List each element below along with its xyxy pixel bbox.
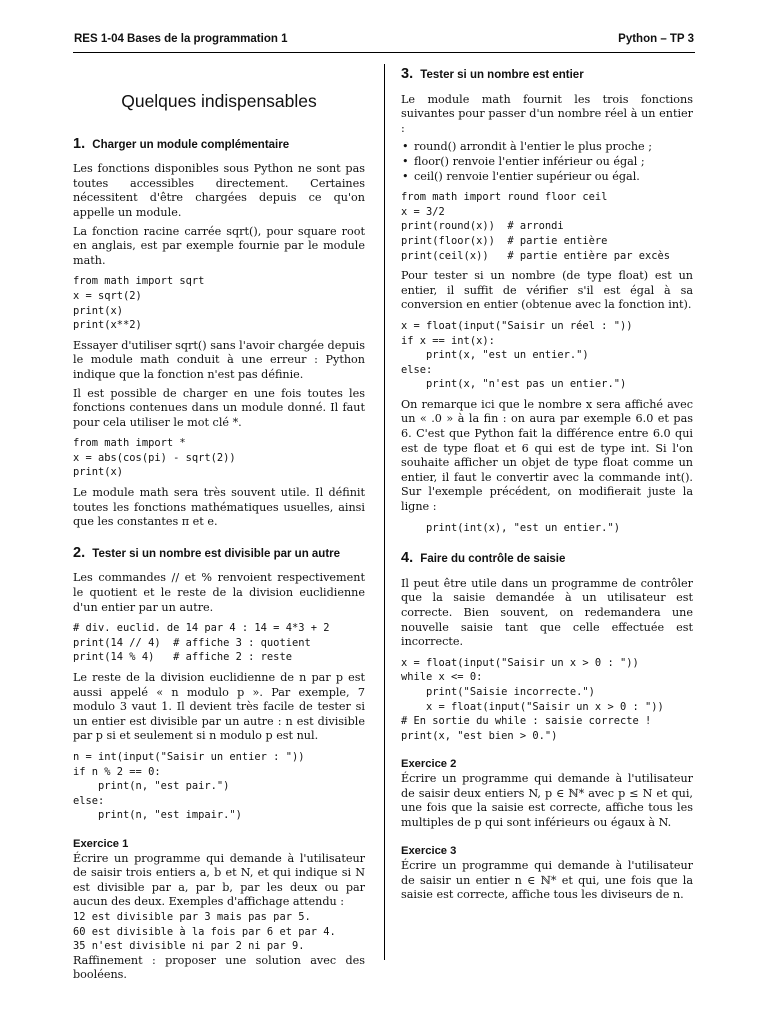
s1-paragraph-2: La fonction racine carrée sqrt(), pour square root en anglais, est par exemple fournie par le module math. (73, 224, 365, 267)
section-4-title: Faire du contrôle de saisie (420, 553, 566, 566)
s4-code-1: x = float(input("Saisir un x > 0 : ")) while x <= 0: print("Saisie incorrecte.") x = float(input("Saisir un x > 0 : ")) # En sortie du while : saisie correcte ! print(x, "est bien > 0.") (401, 656, 664, 742)
s3-paragraph-1: Le module math fournit les trois fonctions suivantes pour passer d'un nombre réel à un entier : (401, 92, 693, 135)
section-4-number: 4. (401, 550, 414, 567)
s1-code-1: from math import sqrt x = sqrt(2) print(x) print(x**2) (73, 275, 205, 332)
s3-paragraph-3: On remarque ici que le nombre x sera affiché avec un « .0 » à la fin : on aura par exemple 6.0 et pas 6. C'est que Python fait la différence entre 6.0 qui est de type float et 6 qui est de type int. Si l'on souhaite afficher un objet de type float comme un entier, il faut le convertir avec la commande int(). Sur l'exemple précédent, on modifierait juste la ligne : (401, 397, 693, 514)
left-column (73, 64, 365, 987)
column-divider (384, 64, 385, 960)
s3-code-1: from math import round floor ceil x = 3/2 print(round(x)) # arrondi print(floor(x)) # partie entière print(ceil(x)) # partie entière par excès (401, 191, 670, 262)
exercise-1-title: Exercice 1 (73, 837, 129, 850)
s1-paragraph-3: Essayer d'utiliser sqrt() sans l'avoir chargée depuis le module math conduit à une erreur : Python indique que la fonction n'est pas définie. (73, 338, 365, 381)
s1-paragraph-5: Le module math sera très souvent utile. Il définit toutes les fonctions mathématiques usuelles, ainsi que les constantes π et e. (73, 486, 365, 529)
page-title: Quelques indispensables (121, 91, 317, 111)
s4-paragraph-1: Il peut être utile dans un programme de contrôler que la saisie demandée à un utilisateur est correcte. Bien souvent, on redemandera une nouvelle saisie tant que celle effectuée est incorrecte. (401, 576, 693, 649)
section-3-heading (401, 67, 693, 83)
section-1-title: Charger un module complémentaire (92, 138, 290, 151)
s2-code-2: n = int(input("Saisir un entier : ")) if n % 2 == 0: print(n, "est pair.") else: print(n, "est impair.") (73, 750, 305, 822)
exercise-1-text: Écrire un programme qui demande à l'utilisateur de saisir trois entiers a, b et N, et qui indique si N est divisible par a, par b, par les deux ou par aucun des deux. Exemples d'affichage attendu : (73, 851, 365, 909)
list-item: • floor() renvoie l'entier inférieur ou égal ; (414, 155, 693, 170)
list-item: • ceil() renvoie l'entier supérieur ou égal. (414, 170, 693, 185)
header-rule (73, 52, 695, 53)
exercise-3-text: Écrire un programme qui demande à l'utilisateur de saisir un entier n ∈ ℕ* et qui, une fois que la saisie est correcte, affiche tous les diviseurs de n. (401, 858, 693, 902)
exercise-2-text: Écrire un programme qui demande à l'utilisateur de saisir deux entiers N, p ∈ ℕ* avec p ≤ N et qui, une fois que la saisie est correcte, affiche tous les multiples de p qui sont inférieurs ou égaux à N. (401, 771, 693, 829)
section-2-heading (73, 546, 365, 562)
s2-code-1: # div. euclid. de 14 par 4 : 14 = 4*3 + 2 print(14 // 4) # affiche 3 : quotient print(14 % 4) # affiche 2 : reste (73, 622, 330, 664)
section-2-title: Tester si un nombre est divisible par un autre (92, 547, 341, 560)
right-column (401, 64, 693, 907)
running-header-left: RES 1-04 Bases de la programmation 1 (74, 33, 288, 45)
s3-code-3: print(int(x), "est un entier.") (401, 521, 620, 534)
exercise-1-refinement: Raffinement : proposer une solution avec des booléens. (73, 953, 365, 982)
list-item: • round() arrondit à l'entier le plus proche ; (414, 140, 693, 155)
section-3-number: 3. (401, 66, 414, 82)
s1-paragraph-1: Les fonctions disponibles sous Python ne sont pas toutes accessibles directement. Certaines nécessitent d'être chargées depuis ce qu'on appelle un module. (73, 162, 365, 219)
exercise-3-title: Exercice 3 (401, 845, 457, 858)
exercise-1-example-output: 12 est divisible par 3 mais pas par 5. 60 est divisible à la fois par 6 et par 4. 35 n'est divisible ni par 2 ni par 9. (73, 910, 336, 953)
section-3-title: Tester si un nombre est entier (420, 69, 584, 81)
exercise-2-title: Exercice 2 (401, 758, 457, 771)
section-2-number: 2. (73, 544, 86, 561)
rounding-functions-list (401, 140, 693, 184)
running-header-right: Python – TP 3 (618, 33, 694, 45)
s3-code-2: x = float(input("Saisir un réel : ")) if x == int(x): print(x, "est un entier.") else: print(x, "n'est pas un entier.") (401, 319, 633, 391)
section-1-number: 1. (73, 135, 86, 152)
s2-paragraph-1: Les commandes // et % renvoient respectivement le quotient et le reste de la division euclidienne d'un entier par un autre. (73, 571, 365, 614)
section-4-heading (401, 551, 693, 567)
s3-paragraph-2: Pour tester si un nombre (de type float) est un entier, il suffit de vérifier s'il est égal à sa conversion en entier (obtenue avec la fonction int). (401, 269, 693, 312)
s1-paragraph-4: Il est possible de charger en une fois toutes les fonctions contenues dans un module donné. Il faut pour cela utiliser le mot clé *. (73, 386, 365, 429)
s1-code-2: from math import * x = abs(cos(pi) - sqrt(2)) print(x) (73, 437, 236, 479)
section-1-heading (73, 137, 365, 153)
s2-paragraph-2: Le reste de la division euclidienne de n par p est aussi appelé « n modulo p ». Par exemple, 7 modulo 3 vaut 1. Il devient très facile de tester si un entier est divisible par un autre : n est divisible par p si et seulement si n modulo p est nul. (73, 671, 365, 743)
